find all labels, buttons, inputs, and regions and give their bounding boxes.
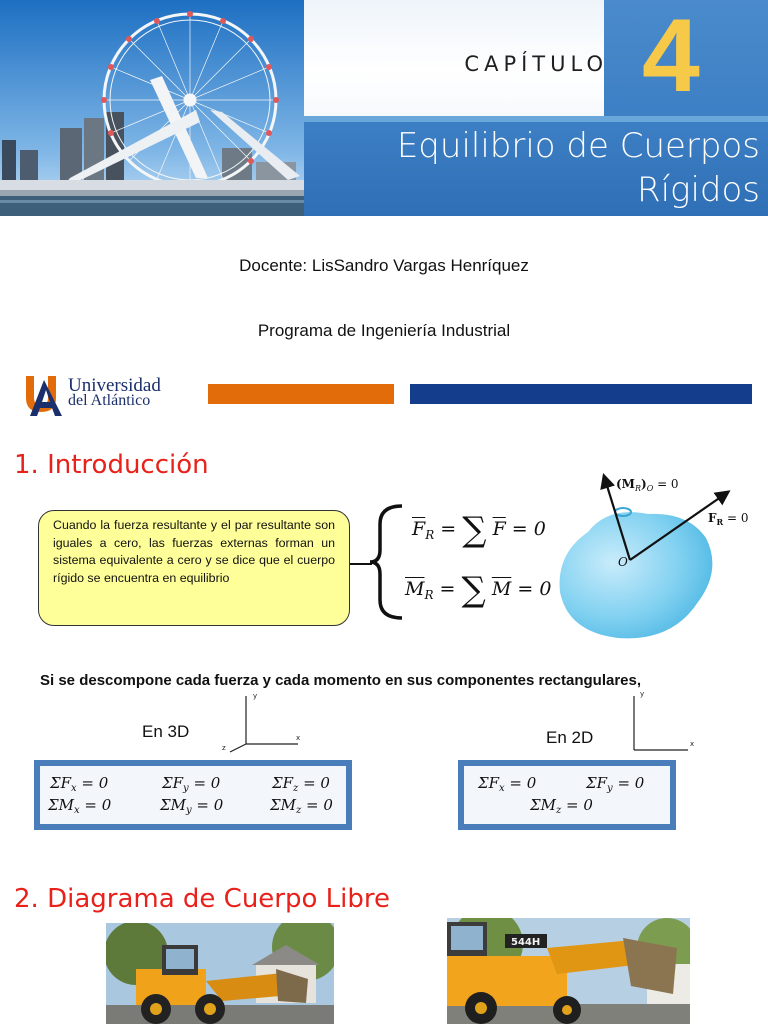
eq-force-result: = 0 (511, 518, 546, 540)
eq-force-sub: R (425, 528, 435, 542)
photo-wheel-loader-front (106, 923, 334, 1024)
rigid-body-shape (560, 512, 713, 638)
axes-3d-icon (220, 690, 310, 754)
equations-3d-inner (40, 766, 346, 824)
eq-3d-fx: $\Sigma F_x = 0$ (50, 774, 109, 794)
logo-text-line1: Universidad (68, 375, 161, 396)
summation-icon: ∑ (462, 510, 487, 550)
left-brace-icon (366, 504, 406, 620)
eq-2d-fx: $\Sigma F_x = 0$ (478, 774, 537, 794)
axis-y-label: y (253, 692, 258, 700)
eq-moment-result: = 0 (517, 578, 552, 600)
photo-wheel-loader-raised (447, 918, 690, 1024)
eq-3d-mx: $\Sigma M_x = 0$ (48, 796, 112, 816)
eq-3d-fy: $\Sigma F_y = 0$ (162, 774, 221, 794)
chapter-number: 4 (642, 0, 700, 114)
equations-2d-panel (458, 760, 676, 830)
chapter-header-band (304, 0, 768, 216)
equation-resultant-moment: $\overline{M}_R$ = ∑ $\overline{M} = 0$ (405, 570, 552, 610)
summation-icon: ∑ (461, 570, 486, 610)
origin-label: O (618, 555, 628, 569)
moment-label: $(M_R)_O = 0$ (616, 477, 679, 493)
axis-x-label: x (296, 734, 301, 742)
chapter-title (320, 124, 760, 212)
equations-2d-inner (464, 766, 670, 824)
navy-divider-bar (410, 384, 752, 404)
eq-moment-sub: R (424, 588, 434, 602)
chapter-title-line2: Rígidos (636, 170, 760, 210)
logo-text-line2: del Atlántico (68, 392, 151, 409)
label-2d: En 2D (546, 728, 594, 747)
university-logo-emblem-icon (22, 372, 68, 418)
section-heading-free-body-diagram: 2. Diagrama de Cuerpo Libre (14, 884, 390, 914)
equation-resultant-force: $\overline{F}_R$ = ∑ $\overline{F} = 0$ (412, 510, 546, 550)
equilibrium-definition-box: Cuando la fuerza resultante y el par resultante son iguales a cero, las fuerzas externas forman un sistema equivalente a cero y se dice que el cuerpo rígido se encuentra en equilibrio (38, 510, 350, 626)
eq-3d-fz: $\Sigma F_z = 0$ (272, 774, 330, 794)
eq-2d-mz: $\Sigma M_z = 0$ (530, 796, 593, 816)
hero-photo-ferris-wheel (0, 0, 304, 216)
university-logo (22, 372, 192, 418)
chapter-title-line1: Equilibrio de Cuerpos (396, 126, 760, 166)
eq-3d-my: $\Sigma M_y = 0$ (160, 796, 224, 816)
teacher-name: Docente: LisSandro Vargas Henríquez (239, 256, 529, 275)
label-3d: En 3D (142, 722, 190, 741)
section-heading-introduction: 1. Introducción (14, 450, 209, 480)
equations-3d-panel (34, 760, 352, 830)
eq-moment-lhs: $\overline{M}$ (405, 578, 425, 600)
eq-2d-fy: $\Sigma F_y = 0$ (586, 774, 645, 794)
chapter-label: CAPÍTULO (464, 52, 608, 76)
force-label: $F_R = 0$ (708, 511, 749, 527)
components-sentence: Si se descompone cada fuerza y cada momento en sus componentes rectangulares, (40, 672, 642, 689)
orange-divider-bar (208, 384, 394, 404)
axis-y-label: y (640, 690, 645, 698)
eq-moment-rhs: $\overline{M}$ (491, 578, 512, 600)
eq-force-rhs: $\overline{F}$ (492, 518, 506, 540)
loader-model-label: 544H (511, 937, 541, 948)
eq-3d-mz: $\Sigma M_z = 0$ (270, 796, 333, 816)
axes-2d-icon (624, 688, 700, 754)
rigid-body-diagram (548, 462, 764, 642)
axis-x-label: x (690, 740, 695, 748)
program-name: Programa de Ingeniería Industrial (257, 321, 511, 340)
eq-force-lhs: $\overline{F}$ (412, 518, 426, 540)
axis-z-label: z (222, 744, 226, 752)
